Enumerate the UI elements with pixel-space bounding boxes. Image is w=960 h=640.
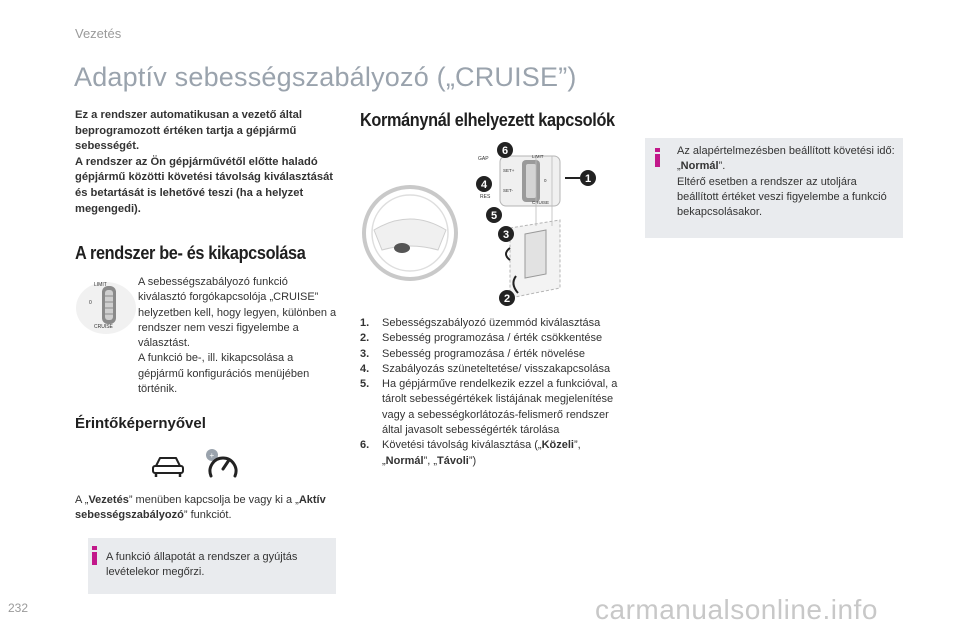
steering-controls-diagram (360, 138, 640, 310)
item6-option-near: Közeli (541, 439, 574, 452)
diagram-set-minus-label: SET- (503, 188, 514, 193)
diagram-cruise-label: CRUISE (532, 200, 550, 205)
onoff-description (138, 275, 338, 397)
car-icon (150, 452, 186, 478)
onoff-paragraph-1: A sebességszabályozó funkció kiválasztó forgókapcsolója „CRUISE” helyzetben kell, hogy legyen, különben a rendszer nem veszi figyelembe a választást. (138, 276, 337, 350)
list-item-text: Sebesség programozása / érték csökkentése (382, 332, 603, 345)
intro-paragraph-1: Ez a rendszer automatikusan a vezető által beprogramozott értéken tartja a gépjármű sebességét. (75, 109, 302, 153)
onoff-heading: A rendszer be- és kikapcsolása (75, 242, 306, 263)
list-item-text: Sebesség programozása / érték növelése (382, 347, 586, 360)
info2-pre: Az alapértelmezésben beállított követési idő: „ (677, 145, 895, 173)
item6-sep-1: ”, „ (382, 439, 581, 467)
info-box-2 (645, 138, 903, 238)
speedometer-icon (205, 448, 239, 480)
svg-text:1: 1 (584, 173, 592, 185)
thumb-cruise-label: CRUISE (94, 324, 113, 330)
touch-menu-name: Vezetés (88, 494, 129, 506)
thumb-zero-label: 0 (89, 300, 92, 306)
item6-option-normal: Normál (385, 454, 424, 467)
svg-text:3: 3 (502, 229, 510, 241)
list-item-text: Ha gépjárműve rendelkezik ezzel a funkcióval, a tárolt sebességértékek listájának megjelenítése vagy a sebességkorlátozás-felismerő rendszer által javasolt sebességérték tárolása (382, 378, 618, 437)
info-box-1 (88, 538, 336, 594)
item6-option-far: Távoli (437, 454, 469, 467)
info-box-1-text: A funkció állapotát a rendszer a gyújtás levételekor megőrzi. (106, 551, 298, 579)
info2-mid: ”. (718, 160, 726, 173)
svg-text:4: 4 (480, 179, 488, 191)
item6-sep-2: ”, „ (423, 454, 438, 467)
svg-text:+: + (209, 451, 215, 460)
diagram-set-plus-label: SET+ (503, 168, 515, 173)
diagram-res-label: RES (480, 194, 491, 200)
list-item (360, 377, 630, 438)
list-item (360, 316, 630, 331)
list-item (360, 438, 630, 469)
list-item-text: Szabályozás szüneteltetése/ visszakapcsolása (382, 362, 611, 375)
list-item-number: 2. (360, 332, 370, 345)
svg-text:6: 6 (501, 145, 509, 157)
cruise-selector-image (72, 276, 136, 334)
section-label: Vezetés (75, 26, 122, 41)
list-item-number: 1. (360, 317, 370, 329)
touch-post: ” funkciót. (183, 509, 232, 522)
touch-function-name: Aktív sebességszabályozó (75, 494, 326, 522)
list-item (360, 331, 630, 346)
list-item-number: 3. (360, 347, 370, 360)
diagram-zero-label: 0 (544, 178, 547, 183)
diagram-limit-label: LIMIT (532, 154, 544, 159)
touchscreen-description (75, 493, 350, 524)
item6-pre: Követési távolság kiválasztása („ (382, 439, 542, 452)
svg-text:2: 2 (503, 293, 511, 305)
touch-mid: ” menüben kapcsolja be vagy ki a „ (128, 494, 299, 506)
controls-list (360, 316, 630, 469)
list-item-number: 4. (360, 362, 370, 375)
page-number: 232 (8, 601, 29, 615)
page-title: Adaptív sebességszabályozó („CRUISE”) (74, 62, 577, 92)
list-item (360, 362, 630, 377)
diagram-gap-label: GAP (478, 156, 489, 162)
list-item-number: 6. (360, 439, 370, 452)
list-item-text: Sebességszabályozó üzemmód kiválasztása (382, 317, 601, 329)
item6-post: ”) (468, 454, 477, 467)
list-item-text (382, 438, 630, 469)
info2-rest: Eltérő esetben a rendszer az utoljára beállított értéket veszi figyelembe a funkció bekapcsolásakor. (677, 175, 887, 219)
list-item-number: 5. (360, 378, 370, 391)
intro-text (75, 108, 345, 217)
touchscreen-heading: Érintőképernyővel (75, 415, 206, 432)
thumb-limit-label: LIMIT (94, 282, 107, 288)
controls-heading: Kormánynál elhelyezett kapcsolók (360, 109, 615, 130)
touch-pre: A „ (75, 494, 89, 506)
watermark: carmanualsonline.info (595, 594, 878, 625)
intro-paragraph-2: A rendszer az Ön gépjárművétől előtte haladó gépjármű közötti követési távolság kiválasztását és betartását is lehetővé teszi (ha a helyzet megengedi). (75, 155, 334, 215)
info-box-2-text (677, 144, 899, 220)
info-icon (92, 546, 97, 565)
info2-bold: Normál (680, 160, 719, 173)
list-item (360, 347, 630, 362)
svg-text:5: 5 (490, 210, 498, 222)
onoff-paragraph-2: A funkció be-, ill. kikapcsolása a gépjármű konfigurációs menüjében történik. (138, 352, 310, 396)
info-icon (655, 148, 660, 167)
